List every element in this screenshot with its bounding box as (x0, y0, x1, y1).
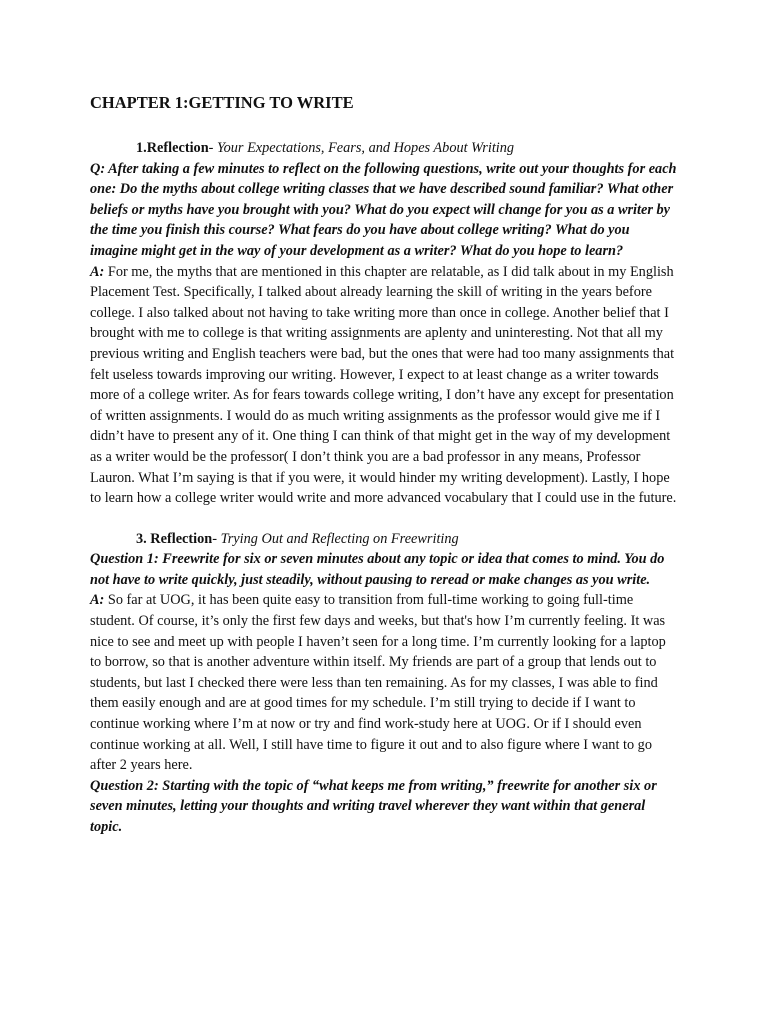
question-paragraph-1: Q: After taking a few minutes to reflect on the following questions, write out your thoughts for each one: Do the myths about college writing classes that we have described sound familiar? What other beliefs or myths have you brought with you? What do you expect will change for you as a writer by the time you finish this course? What fears do you have about college writing? What do you imagine might get in the way of your development as a writer? What do you hope to learn? (90, 160, 677, 259)
heading-dash: - (212, 530, 221, 547)
reflection-number-label: 3. Reflection (136, 530, 213, 547)
question-paragraph-3: Question 2: Starting with the topic of “what keeps me from writing,” freewrite for another six or seven minutes, letting your thoughts and writing travel wherever they want within that general topic. (90, 777, 657, 835)
heading-dash: - (208, 140, 217, 156)
reflection-subtitle: Trying Out and Reflecting on Freewriting (220, 530, 459, 547)
answer-label: A: (90, 592, 105, 609)
answer-label: A: (90, 263, 105, 280)
document-page (90, 92, 680, 838)
answer-text: For me, the myths that are mentioned in this chapter are relatable, as I did talk about in my English Placement Test. Specifically, I talked about already learning the skill of writing in the years before college. I also talked about not having to take writing more than once in college. Another belief that I brought with me to college is that writing assignments are aplenty and uninteresting. Not that all my previous writing and English teachers were bad, but the ones that were had too many assignments that felt useless towards improving our writing. However, I expect to at least change as a writer towards more of a college writer. As for fears towards college writing, I don’t have any except for presentation of written assignments. I would do as much writing assignments as the professor would give me if I didn’t have to present any of it. One thing I can think of that might get in the way of my development as a writer would be the professor( I don’t think you are a bad professor in any means, Professor Lauron. What I’m saying is that if you were, it would hinder my writing development). Lastly, I hope to learn how a college writer would write and more advanced vocabulary that I could use in the future. (90, 263, 677, 507)
answer-paragraph-1 (90, 262, 680, 509)
reflection-heading-1 (90, 138, 680, 159)
reflection-subtitle: Your Expectations, Fears, and Hopes About Writing (217, 140, 515, 156)
question-paragraph-2: Question 1: Freewrite for six or seven minutes about any topic or idea that comes to mind. You do not have to write quickly, just steadily, without pausing to reread or make changes as you write. (90, 551, 665, 588)
reflection-heading-3 (90, 529, 680, 550)
reflection-number-label: 1.Reflection (136, 140, 209, 156)
answer-paragraph-2 (90, 590, 680, 775)
chapter-title: CHAPTER 1:GETTING TO WRITE (90, 93, 354, 112)
answer-text: So far at UOG, it has been quite easy to transition from full-time working to going full-time student. Of course, it’s only the first few days and weeks, but that's how I’m currently feeling. It was nice to see and meet up with people I haven’t seen for a long time. I’m currently looking for a laptop to borrow, so that is another adventure within itself. My friends are part of a group that lends out to students, but last I checked there were less than ten remaining. As for my classes, I was able to find them easily enough and are at good times for my schedule. I’m still trying to decide if I want to continue working where I’m at now or try and find work-study here at UOG. Or if I should even continue working at all. Well, I still have time to figure it out and to also figure where I want to go after 2 years here. (90, 592, 666, 774)
